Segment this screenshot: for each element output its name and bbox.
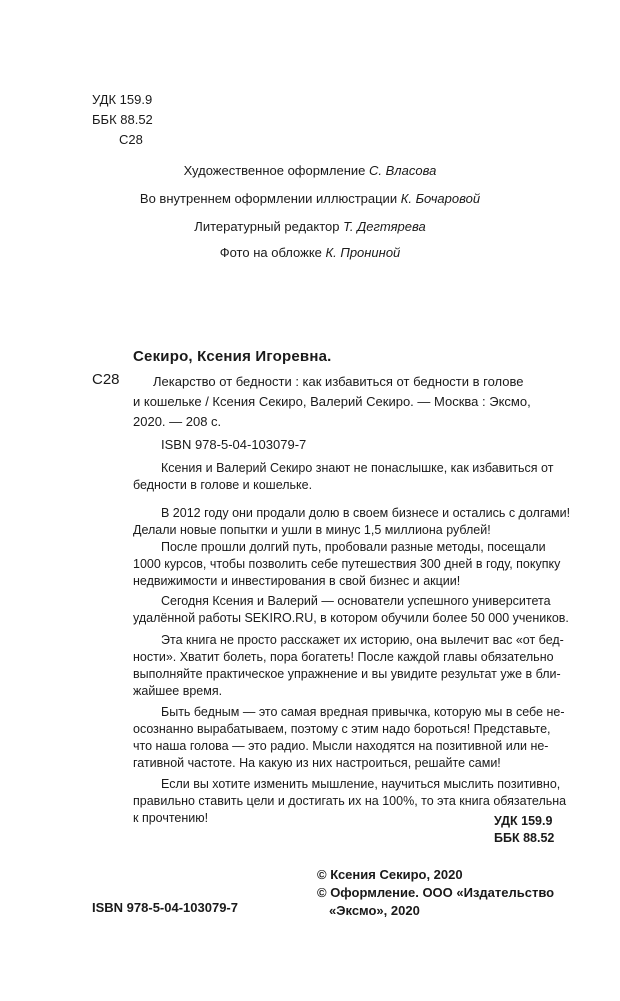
paragraph-line: После прошли долгий путь, пробовали разные методы, посещали [161,540,546,554]
udk-code: УДК 159.9 [494,814,553,828]
copyright-design-cont: «Эксмо», 2020 [329,903,420,918]
annotation-paragraph [133,593,569,627]
paragraph-line: 1000 курсов, чтобы позволить себе путешествия 300 дней в году, покупку [133,557,561,571]
bib-line: Лекарство от бедности : как избавиться от бедности в голове [153,374,524,389]
paragraph-line: Быть бедным — это самая вредная привычка, которую мы в себе не- [161,705,565,719]
credit-role: Фото на обложке [219,245,322,260]
annotation-paragraph [133,505,571,590]
isbn-bottom: ISBN 978-5-04-103079-7 [92,900,238,915]
copyright-author: © Ксения Секиро, 2020 [317,867,463,882]
classification-codes-top [92,90,153,150]
bbk-code: ББК 88.52 [92,112,153,127]
paragraph-line: Эта книга не просто расскажет их историю, она вылечит вас «от бед- [161,633,564,647]
bbk-code: ББК 88.52 [494,831,555,845]
paragraph-line: бедности в голове и кошельке. [133,478,313,492]
bib-line: 2020. — 208 с. [133,414,222,429]
credit-editor [0,219,620,234]
paragraph-line: удалённой работы SEKIRO.RU, в котором обучили более 50 000 учеников. [133,611,569,625]
credit-name: С. Власова [369,163,437,178]
copyright-design: © Оформление. ООО «Издательство [317,885,555,900]
credit-illustrations [0,191,620,206]
credit-cover-photo [0,245,620,260]
paragraph-line: Если вы хотите изменить мышление, научиться мыслить позитивно, [161,777,561,791]
credit-name: К. Бочаровой [400,191,481,206]
catalog-author: Секиро, Ксения Игоревна. [133,348,332,365]
catalog-isbn: ISBN 978-5-04-103079-7 [161,437,307,452]
catalog-code: С28 [92,371,120,388]
paragraph-line: Делали новые попытки и ушли в минус 1,5 миллиона рублей! [133,523,491,537]
credit-role: Во внутреннем оформлении иллюстрации [139,191,398,206]
udk-code: УДК 159.9 [92,92,153,107]
paragraph-line: недвижимости и инвестирования в свой бизнес и акции! [133,574,461,588]
annotation-paragraph [133,632,564,700]
credit-name: К. Прониной [325,245,401,260]
paragraph-line: ности». Хватит болеть, пора богатеть! После каждой главы обязательно [133,650,554,664]
paragraph-line: выполняйте практическое упражнение и вы увидите результат уже в бли- [133,667,561,681]
paragraph-line: Ксения и Валерий Секиро знают не понаслышке, как избавиться от [161,461,554,475]
paragraph-line: правильно ставить цели и достигать их на 100%, то эта книга обязательна [133,794,567,808]
annotation-paragraph [133,776,567,827]
author-sign-code: С28 [119,132,143,147]
paragraph-line: к прочтению! [133,811,209,825]
paragraph-line: гативной частоте. На какую из них настроиться, решайте сами! [133,756,501,770]
paragraph-line: жайшее время. [133,684,223,698]
annotation-paragraph [133,704,565,772]
paragraph-line: Сегодня Ксения и Валерий — основатели успешного университета [161,594,551,608]
copyright-block [317,866,554,920]
credit-art-design [0,163,620,178]
credit-role: Художественное оформление [183,163,366,178]
bibliographic-description [133,372,551,432]
credit-name: Т. Дегтярева [343,219,426,234]
paragraph-line: В 2012 году они продали долю в своем бизнесе и остались с долгами! [161,506,571,520]
classification-codes-bottom [494,813,554,847]
credit-role: Литературный редактор [194,219,340,234]
bib-line: и кошельке / Ксения Секиро, Валерий Секиро. — Москва : Эксмо, [133,394,531,409]
paragraph-line: осознанно вырабатываем, поэтому с этим надо бороться! Представьте, [133,722,551,736]
paragraph-line: что наша голова — это радио. Мысли находятся на позитивной или не- [133,739,549,753]
annotation-paragraph [133,460,554,494]
